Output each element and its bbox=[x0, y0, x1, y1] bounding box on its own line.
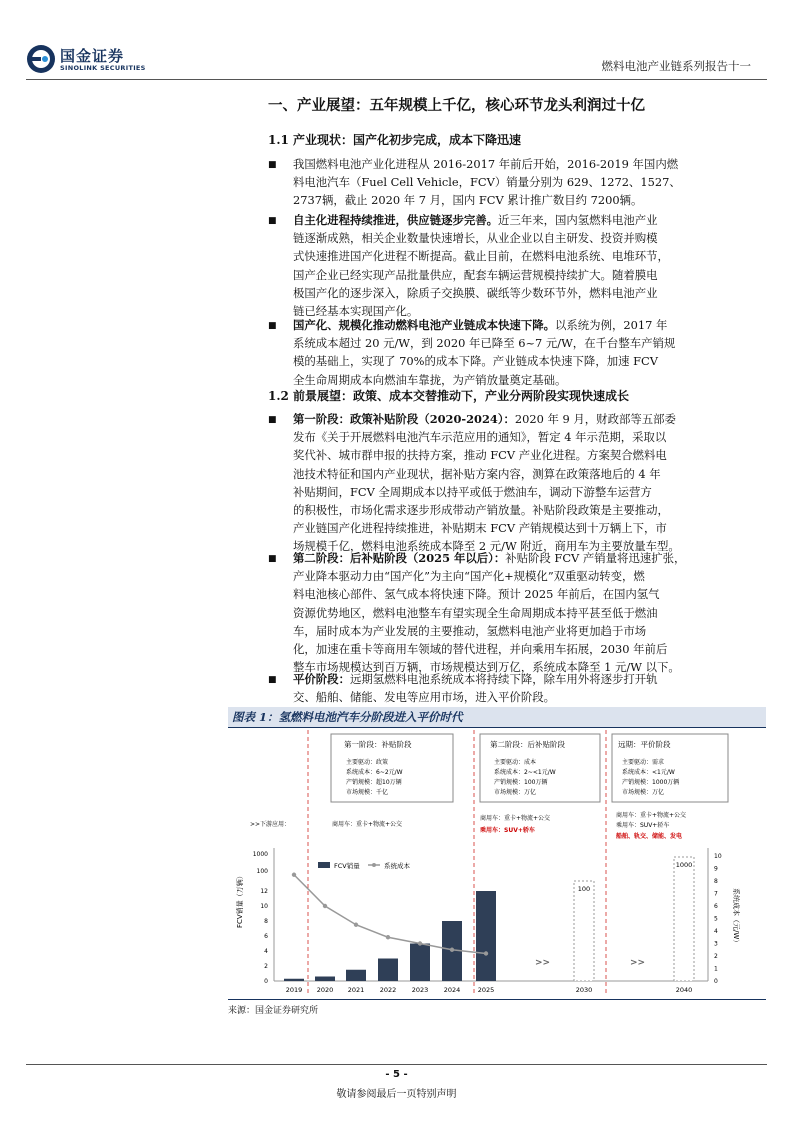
bar-2025 bbox=[476, 891, 496, 981]
legend-bar-swatch bbox=[318, 862, 330, 868]
text-line: 补贴阶段 FCV 产销量将迅速扩张， bbox=[505, 551, 686, 565]
bold-lead: 平价阶段： bbox=[293, 672, 350, 686]
header-divider bbox=[26, 79, 767, 80]
right-tick-label: 7 bbox=[714, 890, 718, 898]
right-tick-label: 5 bbox=[714, 915, 718, 923]
cost-point bbox=[450, 948, 454, 952]
text-line: 的积极性，市场化需求逐步形成带动产销放量。补贴阶段政策是主要推动， bbox=[293, 503, 669, 518]
stage-two-commercial: 商用车：重卡+物流+公交 bbox=[480, 815, 551, 822]
footer-disclaimer: 敬请参阅最后一页特别声明 bbox=[336, 1089, 457, 1100]
text-line: 远期氢燃料电池系统成本将持续下降，除车用外将逐步打开轨 bbox=[349, 672, 658, 686]
text-line: 以系统为例，2017 年 bbox=[555, 318, 668, 332]
footer-divider bbox=[26, 1064, 767, 1065]
paragraph-stage-one bbox=[293, 410, 753, 556]
sinolink-logo-icon bbox=[26, 44, 56, 74]
brand-name-cn: 国金证券 bbox=[60, 47, 125, 65]
right-tick-label: 2 bbox=[714, 953, 718, 960]
stage-chart bbox=[228, 728, 766, 998]
left-tick-label: 6 bbox=[264, 933, 268, 940]
figure-source: 来源：国金证券研究所 bbox=[228, 1006, 319, 1016]
stage-three-passenger: 乘用车：SUV+轿车 bbox=[616, 822, 670, 829]
right-tick-label: 1 bbox=[714, 965, 718, 973]
stage-three-item: 主要驱动：需求 bbox=[622, 759, 665, 766]
cost-point bbox=[386, 935, 390, 939]
bold-lead: 自主化进程持续推进，供应链逐步完善。 bbox=[293, 213, 499, 227]
bar-2022 bbox=[378, 959, 398, 982]
paragraph-supply-chain bbox=[293, 211, 753, 320]
text-line: 补贴期间，FCV 全周期成本以持平或低于燃油车，调动下游整车运营方 bbox=[293, 484, 652, 499]
right-tick-label: 9 bbox=[714, 865, 718, 873]
text-line: 系统成本超过 20 元/W，到 2020 年已降至 6~7 元/W，在千台整车产销规 bbox=[293, 336, 676, 351]
legend-cost: 系统成本 bbox=[384, 862, 410, 870]
x-tick-label: 2023 bbox=[411, 986, 429, 994]
stage-three-item: 市场规模：万亿 bbox=[622, 789, 665, 796]
text-line: 池技术特征和国内产业现状，据补贴方案内容，测算在政策落地后的 4 年 bbox=[293, 466, 661, 481]
stage-three-item: 产销规模：1000万辆 bbox=[622, 779, 680, 786]
text-line: 资源优势地区，燃料电池整车有望实现全生命周期成本持平甚至低于燃油 bbox=[293, 605, 658, 620]
text-line: 链逐渐成熟，相关企业数量快速增长，从业企业以自主研发、投资并购模 bbox=[293, 231, 658, 246]
bullet-square-icon: ■ bbox=[268, 321, 277, 331]
text-line: 极国产化的逐步深入，除质子交换膜、碳纸等少数环节外，燃料电池产业 bbox=[293, 285, 658, 300]
bar-2023 bbox=[410, 944, 430, 982]
text-line: 发布《关于开展燃料电池汽车示范应用的通知》，暂定 4 年示范期，采取以 bbox=[293, 430, 667, 445]
right-tick-label: 10 bbox=[714, 853, 722, 860]
x-tick-group bbox=[286, 986, 693, 994]
right-tick-label: 4 bbox=[714, 928, 718, 935]
bar-2020 bbox=[315, 977, 335, 982]
page-number-value: 5 bbox=[393, 1069, 400, 1080]
stage-three-other-apps: 船舶、轨交、储能、发电 bbox=[616, 833, 683, 840]
right-axis-label: 系统成本（元/W） bbox=[732, 888, 740, 947]
text-line: 料电池汽车（Fuel Cell Vehicle，FCV）销量分别为 629、1272、1527、 bbox=[293, 175, 681, 190]
figure-title: 图表 1：氢燃料电池汽车分阶段进入平价时代 bbox=[232, 710, 463, 724]
text-line: 场规模千亿，燃料电池系统成本降至 2 元/W 附近，商用车为主要放量车型。 bbox=[293, 539, 680, 554]
paragraph-cost-decline bbox=[293, 316, 753, 389]
bullet-square-icon: ■ bbox=[268, 415, 277, 425]
text-line: 我国燃料电池产业化进程从 2016-2017 年前后开始，2016-2019 年国内燃 bbox=[293, 157, 679, 171]
left-tick-label: 1000 bbox=[252, 851, 268, 858]
stage-one-commercial: 商用车：重卡+物流+公交 bbox=[332, 821, 403, 828]
x-tick-label: 2025 bbox=[477, 986, 495, 994]
bullet-square-icon: ■ bbox=[268, 216, 277, 226]
right-tick-label: 3 bbox=[714, 940, 718, 948]
x-tick-label: 2040 bbox=[675, 986, 693, 994]
downstream-label: >>下游应用： bbox=[250, 821, 291, 828]
bar-2021 bbox=[346, 970, 366, 981]
cost-point bbox=[484, 951, 488, 955]
x-tick-label: 2020 bbox=[316, 986, 334, 994]
text-line: 奖代补、城市群申报的扶持方案，推动 FCV 产业化进程。方案契合燃料电 bbox=[293, 448, 667, 463]
legend-line-marker bbox=[372, 863, 376, 867]
text-line: 2020 年 9 月，财政部等五部委 bbox=[514, 412, 676, 426]
right-tick-group bbox=[714, 853, 722, 985]
stage-one-item: 主要驱动：政策 bbox=[346, 759, 389, 766]
subsection-heading-1-1: 1.1 产业现状：国产化初步完成，成本下降迅速 bbox=[268, 133, 522, 147]
arrow-2030-2040: >> bbox=[630, 958, 646, 968]
text-line: 产业降本驱动力由“国产化”为主向“国产化+规模化”双重驱动转变，燃 bbox=[293, 569, 645, 584]
stage-one-title: 第一阶段：补贴阶段 bbox=[344, 740, 412, 749]
text-line: 链已经基本实现国产化。 bbox=[293, 304, 419, 319]
text-line: 产业链国产化进程持续推进，补贴期末 FCV 产销规模达到十万辆上下，市 bbox=[293, 521, 667, 536]
stage-two-item: 系统成本：2~<1元/W bbox=[494, 769, 556, 776]
x-tick-label: 2030 bbox=[575, 986, 593, 994]
stage-one-item: 系统成本：6~2元/W bbox=[346, 769, 403, 776]
paragraph-parity-stage bbox=[293, 670, 753, 706]
stage-two-passenger: 乘用车：SUV+轿车 bbox=[480, 827, 535, 834]
text-line: 国产企业已经实现产品批量供应，配套车辆运营规模持续扩大。随着膜电 bbox=[293, 267, 658, 282]
text-line: 模的基础上，实现了 70%的成本下降。产业链成本快速下降，加速 FCV bbox=[293, 354, 658, 369]
text-line: 全生命周期成本向燃油车靠拢，为产销放量奠定基础。 bbox=[293, 372, 567, 387]
paragraph-stage-two bbox=[293, 549, 753, 676]
right-tick-label: 8 bbox=[714, 878, 718, 885]
right-tick-label: 6 bbox=[714, 903, 718, 910]
left-tick-label: 10 bbox=[260, 903, 268, 910]
stage-three-commercial: 商用车：重卡+物流+公交 bbox=[616, 812, 687, 819]
bar-2030 bbox=[574, 881, 594, 981]
left-tick-label: 4 bbox=[264, 948, 268, 955]
bold-lead: 第二阶段：后补贴阶段（2025 年以后）： bbox=[293, 551, 506, 565]
x-tick-label: 2022 bbox=[379, 986, 397, 994]
text-line: 料电池核心部件、氢气成本将快速下降。预计 2025 年前后，在国内氢气 bbox=[293, 587, 660, 602]
left-tick-label: 2 bbox=[264, 963, 268, 970]
text-line: 式快速推进国产化进程不断提高。截止目前，在燃料电池系统、电堆环节， bbox=[293, 249, 669, 264]
cost-point bbox=[292, 873, 296, 877]
bold-lead: 第一阶段：政策补贴阶段（2020-2024）： bbox=[293, 412, 515, 426]
text-line: 交、船舶、储能、发电等应用市场，进入平价阶段。 bbox=[293, 690, 555, 705]
cost-point bbox=[323, 904, 327, 908]
legend-sales: FCV销量 bbox=[334, 862, 360, 870]
bar-2040 bbox=[674, 857, 694, 981]
brand-name-en: SINOLINK SECURITIES bbox=[60, 64, 146, 72]
stage-two-title: 第二阶段：后补贴阶段 bbox=[490, 740, 565, 749]
x-tick-label: 2024 bbox=[443, 986, 461, 994]
left-tick-label: 100 bbox=[256, 868, 268, 875]
stage-two-item: 市场规模：万亿 bbox=[494, 789, 537, 796]
stage-two-item: 主要驱动：成本 bbox=[494, 759, 537, 766]
figure-bottom-rule bbox=[228, 999, 766, 1000]
text-line: 化，加速在重卡等商用车领域的替代进程，并向乘用车拓展，2030 年前后 bbox=[293, 642, 668, 657]
subsection-heading-1-2: 1.2 前景展望：政策、成本交替推动下，产业分两阶段实现快速成长 bbox=[268, 389, 630, 403]
stage-two-item: 产销规模：100万辆 bbox=[494, 779, 548, 786]
bar-label-2030: 100 bbox=[577, 885, 591, 893]
bold-lead: 国产化、规模化推动燃料电池产业链成本快速下降。 bbox=[293, 318, 555, 332]
text-line: 近三年来，国内氢燃料电池产业 bbox=[498, 213, 658, 227]
bar-label-2040: 1000 bbox=[675, 861, 693, 869]
paragraph-fcv-sales bbox=[293, 155, 753, 210]
left-tick-label: 12 bbox=[260, 888, 268, 895]
bullet-square-icon: ■ bbox=[268, 675, 277, 685]
stage-one-item: 产销规模：超10万辆 bbox=[346, 779, 402, 786]
report-series-title: 燃料电池产业链系列报告十一 bbox=[601, 59, 751, 73]
text-line: 车，届时成本为产业发展的主要推动，氢燃料电池产业将更加趋于市场 bbox=[293, 623, 647, 638]
text-line: 2737辆，截止 2020 年 7 月，国内 FCV 累计推广数目约 7200辆。 bbox=[293, 193, 643, 208]
bullet-square-icon: ■ bbox=[268, 554, 277, 564]
left-tick-label: 8 bbox=[264, 918, 268, 925]
bar-2019 bbox=[284, 979, 304, 981]
x-tick-label: 2021 bbox=[347, 986, 365, 994]
page-number: - 5 - bbox=[385, 1069, 408, 1080]
cost-point bbox=[354, 923, 358, 927]
stage-three-item: 系统成本：<1元/W bbox=[622, 769, 675, 776]
arrow-2025-2030: >> bbox=[535, 958, 551, 968]
section-title: 一、产业展望：五年规模上千亿，核心环节龙头利润过十亿 bbox=[268, 97, 645, 114]
text-line: 整车市场规模达到百万辆，市场规模达到万亿，系统成本降至 1 元/W 以下。 bbox=[293, 660, 680, 675]
cost-point bbox=[418, 941, 422, 945]
bullet-square-icon: ■ bbox=[268, 160, 277, 170]
stage-one-item: 市场规模：千亿 bbox=[346, 789, 389, 796]
right-tick-label: 0 bbox=[714, 978, 718, 985]
x-tick-label: 2019 bbox=[285, 986, 303, 994]
left-tick-label: 0 bbox=[264, 978, 268, 985]
stage-three-title: 远期：平价阶段 bbox=[618, 740, 671, 749]
left-tick-group bbox=[253, 851, 268, 985]
left-axis-label: FCV销量（万辆） bbox=[236, 872, 244, 928]
